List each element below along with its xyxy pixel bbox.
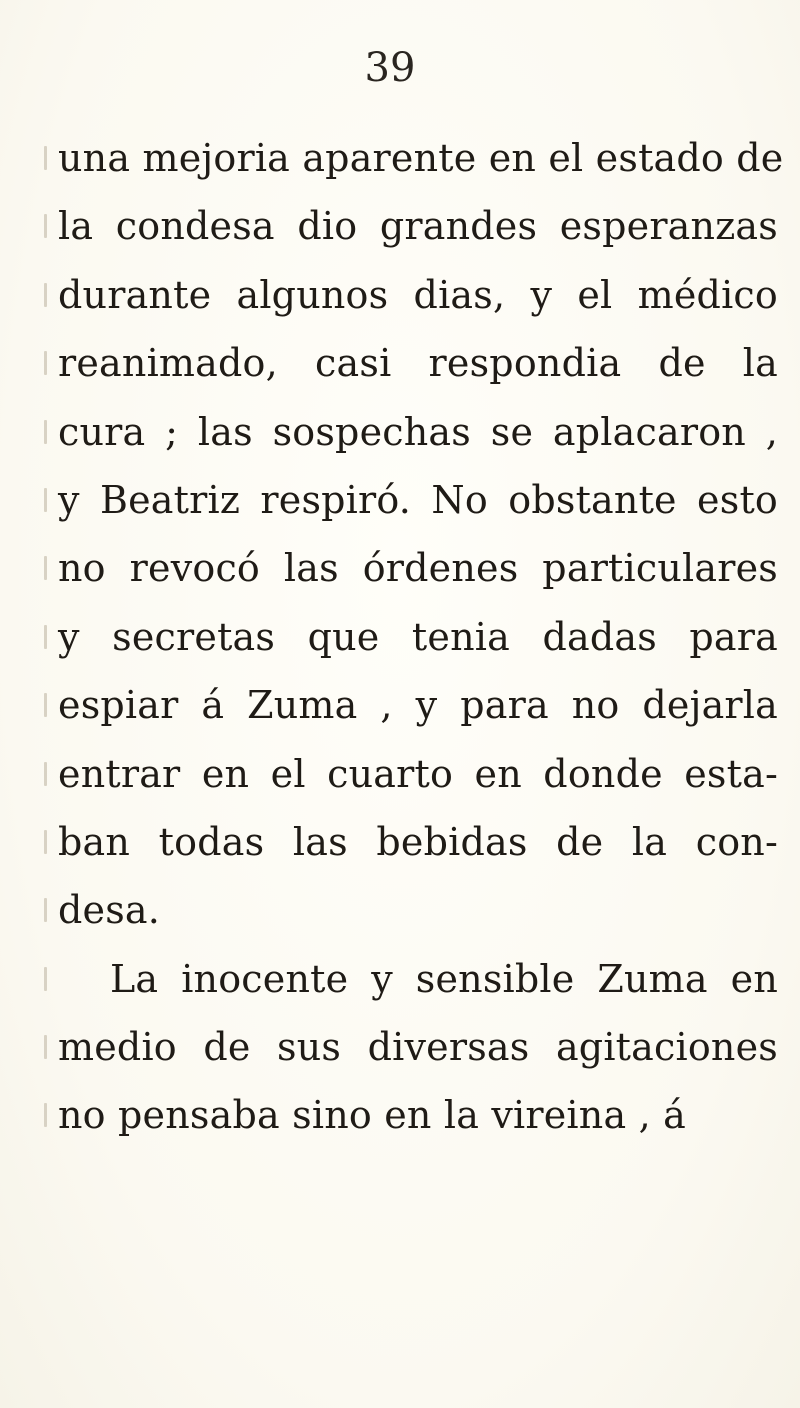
text-line: reanimado, casi respondia de la — [58, 341, 778, 386]
text-line: cura ; las sospechas se aplacaron , — [58, 409, 778, 454]
margin-mark — [40, 1081, 50, 1149]
body-text — [58, 124, 784, 1150]
margin-mark — [40, 603, 50, 671]
text-line: no revocó las órdenes particulares — [58, 546, 778, 591]
margin-mark — [40, 740, 50, 808]
margin-mark — [40, 398, 50, 466]
text-line: durante algunos dias, y el médico — [58, 272, 778, 317]
margin-mark — [40, 1013, 50, 1081]
margin-mark — [40, 261, 50, 329]
text-line: una mejoria aparente en el estado de — [58, 136, 784, 180]
text-line: no pensaba sino en la vireina , á — [58, 1093, 686, 1138]
margin-mark — [40, 124, 50, 192]
text-line: entrar en el cuarto en donde esta- — [58, 751, 778, 796]
text-line: y secretas que tenia dadas para — [58, 614, 778, 659]
page-number: 39 — [364, 45, 416, 91]
margin-mark — [40, 466, 50, 534]
text-line-paragraph-end: desa. — [58, 888, 161, 933]
margin-marks — [40, 124, 50, 1150]
margin-mark — [40, 534, 50, 602]
margin-mark — [40, 192, 50, 260]
margin-mark — [40, 945, 50, 1013]
text-line: medio de sus diversas agitaciones — [58, 1025, 778, 1070]
margin-mark — [40, 671, 50, 739]
text-line: la condesa dio grandes esperanzas — [58, 204, 778, 249]
text-line: ban todas las bebidas de la con- — [58, 819, 778, 864]
text-line: espiar á Zuma , y para no dejarla — [58, 683, 778, 728]
margin-mark — [40, 876, 50, 944]
text-line-paragraph-start: La inocente y sensible Zuma en — [110, 956, 778, 1001]
margin-mark — [40, 808, 50, 876]
margin-mark — [40, 329, 50, 397]
text-line: y Beatriz respiró. No obstante esto — [58, 477, 778, 522]
